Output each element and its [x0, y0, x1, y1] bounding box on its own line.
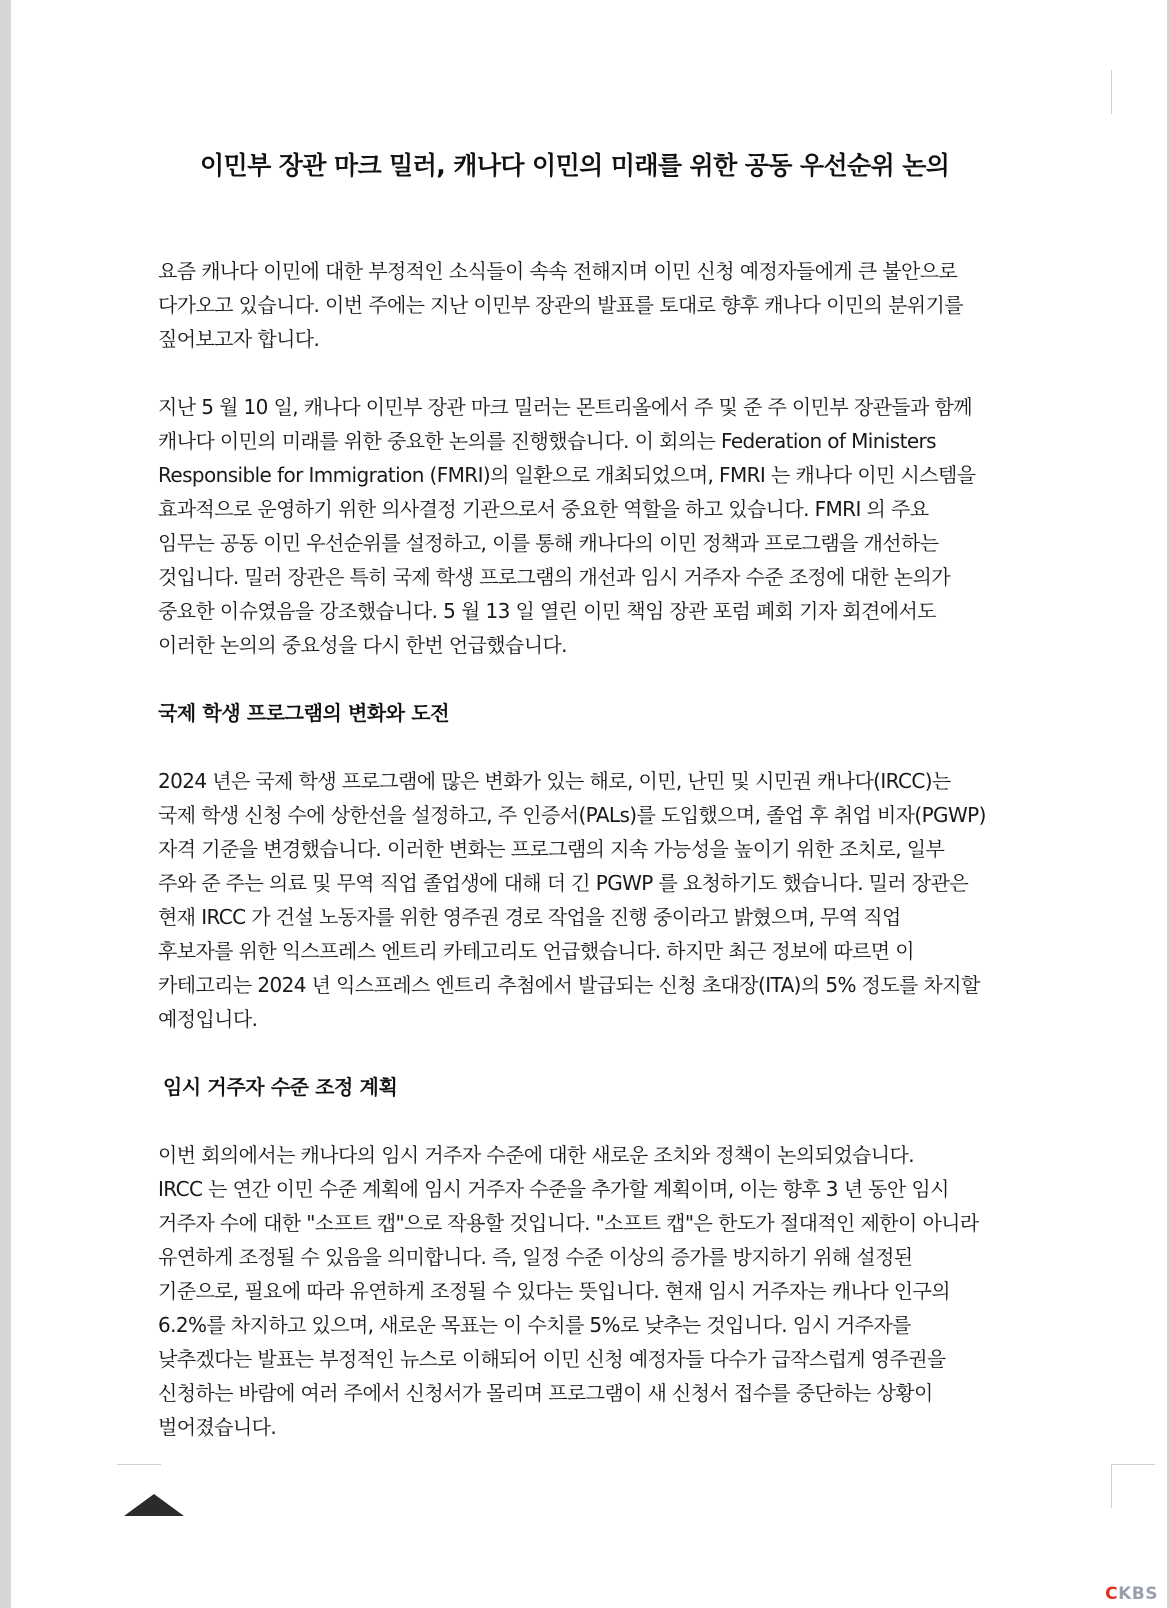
residents-line: IRCC 는 연간 이민 수준 계획에 임시 거주자 수준을 추가할 계획이며, 이는 향후 3 년 동안 임시 [158, 1177, 949, 1201]
main-line: Responsible for Immigration (FMRI)의 일환으로 개최되었으며, FMRI 는 캐나다 이민 시스템을 [158, 463, 976, 487]
residents-line: 낮추겠다는 발표는 부정적인 뉴스로 이해되어 이민 신청 예정자들 다수가 급작스럽게 영주권을 [158, 1347, 946, 1371]
scroll-to-top-button[interactable] [124, 1494, 184, 1516]
main-line: 지난 5 월 10 일, 캐나다 이민부 장관 마크 밀러는 몬트리올에서 주 및 준 주 이민부 장관들과 함께 [158, 395, 972, 419]
main-line: 이러한 논의의 중요성을 다시 한번 언급했습니다. [158, 633, 567, 657]
residents-line: 6.2%를 차지하고 있으며, 새로운 목표는 이 수치를 5%로 낮추는 것입니다. 임시 거주자를 [158, 1313, 911, 1337]
residents-line: 거주자 수에 대한 "소프트 캡"으로 작용할 것입니다. "소프트 캡"은 한도가 절대적인 제한이 아니라 [158, 1211, 979, 1235]
left-page-gutter [0, 0, 11, 1608]
main-line: 캐나다 이민의 미래를 위한 중요한 논의를 진행했습니다. 이 회의는 Federation of Ministers [158, 429, 936, 453]
students-line: 예정입니다. [158, 1007, 258, 1031]
intro-line: 다가오고 있습니다. 이번 주에는 지난 이민부 장관의 발표를 토대로 향후 캐나다 이민의 분위기를 [158, 293, 963, 317]
main-paragraph [158, 390, 1118, 662]
residents-line: 신청하는 바람에 여러 주에서 신청서가 몰리며 프로그램이 새 신청서 접수를 중단하는 상황이 [158, 1381, 933, 1405]
crop-mark-bottom-right-horizontal [1111, 1464, 1155, 1465]
students-line: 2024 년은 국제 학생 프로그램에 많은 변화가 있는 해로, 이민, 난민 및 시민권 캐나다(IRCC)는 [158, 769, 951, 793]
broadcaster-watermark [1105, 1584, 1158, 1604]
crop-mark-bottom-right-vertical [1111, 1464, 1112, 1508]
residents-line: 벌어졌습니다. [158, 1415, 277, 1439]
students-line: 카테고리는 2024 년 익스프레스 엔트리 추첨에서 발급되는 신청 초대장(ITA)의 5% 정도를 차지할 [158, 973, 980, 997]
residents-line: 기준으로, 필요에 따라 유연하게 조정될 수 있다는 뜻입니다. 현재 임시 거주자는 캐나다 인구의 [158, 1279, 950, 1303]
article-title: 이민부 장관 마크 밀러, 캐나다 이민의 미래를 위한 공동 우선순위 논의 [200, 151, 950, 180]
intro-paragraph [158, 254, 1118, 356]
residents-line: 유연하게 조정될 수 있음을 의미합니다. 즉, 일정 수준 이상의 증가를 방지하기 위해 설정된 [158, 1245, 913, 1269]
watermark-text: KBS [1118, 1584, 1158, 1604]
triangle-up-icon [124, 1494, 184, 1516]
students-line: 현재 IRCC 가 건설 노동자를 위한 영주권 경로 작업을 진행 중이라고 밝혔으며, 무역 직업 [158, 905, 901, 929]
students-line: 후보자를 위한 익스프레스 엔트리 카테고리도 언급했습니다. 하지만 최근 정보에 따르면 이 [158, 939, 914, 963]
main-line: 중요한 이슈였음을 강조했습니다. 5 월 13 일 열린 이민 책임 장관 포럼 폐회 기자 회견에서도 [158, 599, 936, 623]
crop-mark-top-right [1111, 70, 1112, 114]
intro-line: 짚어보고자 합니다. [158, 327, 320, 351]
residents-line: 이번 회의에서는 캐나다의 임시 거주자 수준에 대한 새로운 조치와 정책이 논의되었습니다. [158, 1143, 914, 1167]
students-line: 자격 기준을 변경했습니다. 이러한 변화는 프로그램의 지속 가능성을 높이기 위한 조치로, 일부 [158, 837, 945, 861]
section-heading-temporary-residents: 임시 거주자 수준 조정 계획 [163, 1075, 398, 1099]
students-paragraph [158, 764, 1118, 1036]
intro-line: 요즘 캐나다 이민에 대한 부정적인 소식들이 속속 전해지며 이민 신청 예정자들에게 큰 불안으로 [158, 259, 958, 283]
main-line: 효과적으로 운영하기 위한 의사결정 기관으로서 중요한 역할을 하고 있습니다. FMRI 의 주요 [158, 497, 929, 521]
section-heading-students: 국제 학생 프로그램의 변화와 도전 [158, 701, 450, 725]
article-body [158, 254, 1118, 1444]
students-line: 국제 학생 신청 수에 상한선을 설정하고, 주 인증서(PALs)를 도입했으며, 졸업 후 취업 비자(PGWP) [158, 803, 986, 827]
main-line: 것입니다. 밀러 장관은 특히 국제 학생 프로그램의 개선과 임시 거주자 수준 조정에 대한 논의가 [158, 565, 950, 589]
students-line: 주와 준 주는 의료 및 무역 직업 졸업생에 대해 더 긴 PGWP 를 요청하기도 했습니다. 밀러 장관은 [158, 871, 969, 895]
crop-mark-bottom-left [117, 1464, 161, 1465]
main-line: 임무는 공동 이민 우선순위를 설정하고, 이를 통해 캐나다의 이민 정책과 프로그램을 개선하는 [158, 531, 939, 555]
watermark-accent-letter: C [1105, 1584, 1119, 1604]
residents-paragraph [158, 1138, 1118, 1444]
